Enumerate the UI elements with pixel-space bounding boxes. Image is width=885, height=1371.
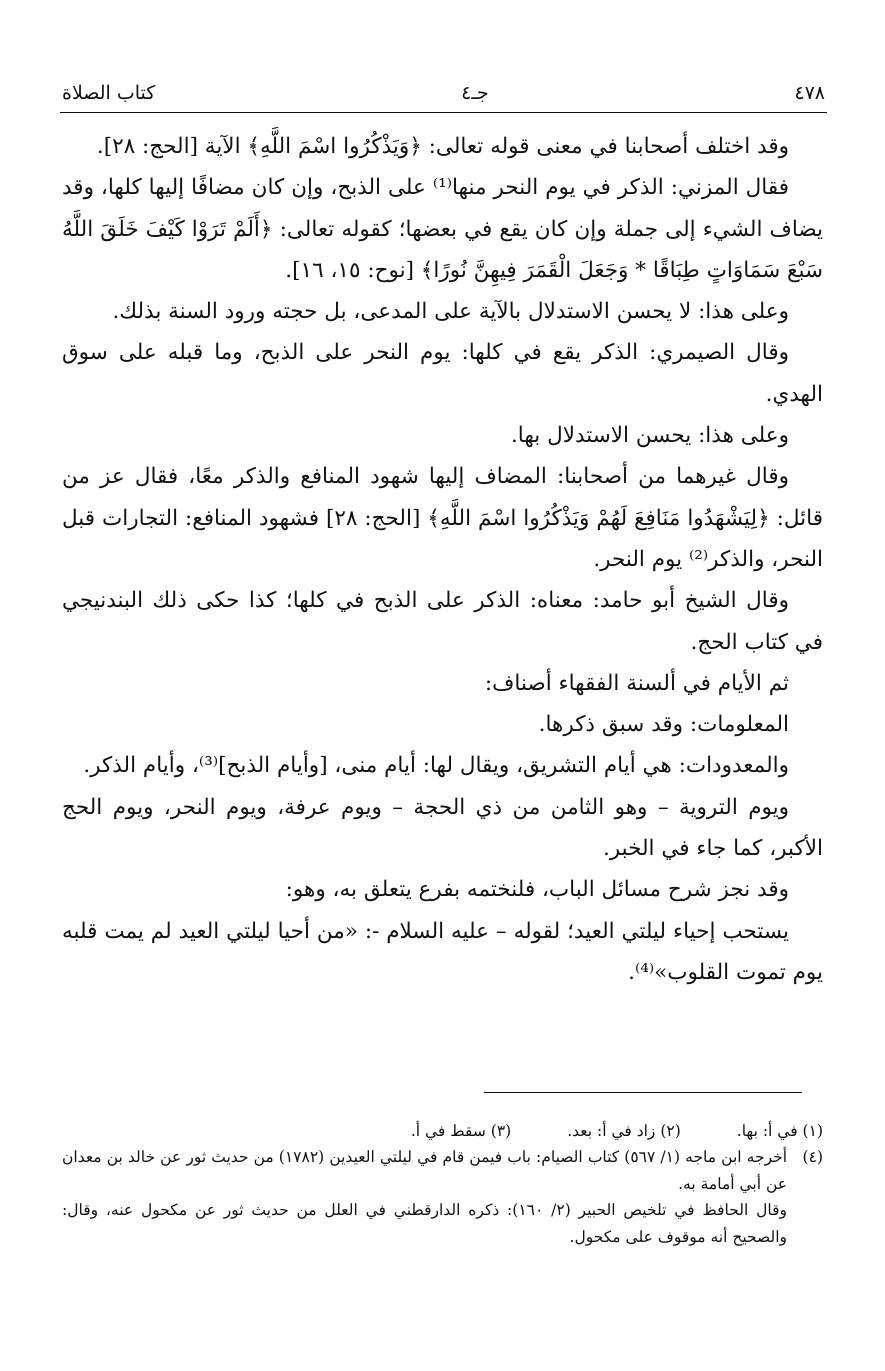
paragraph: وعلى هذا: لا يحسن الاستدلال بالآية على المدعى، بل حجته ورود السنة بذلك. — [112, 299, 789, 325]
paragraph: فقال المزني: الذكر في يوم النحر منها⁽¹⁾ على الذبح، وإن كان مضافًا إليها كلها، وقد يضاف الشيء إلى جملة وإن كان يقع في بعضها؛ كقوله تعالى: ﴿أَلَمْ تَرَوْا كَيْفَ خَلَقَ اللَّهُ سَبْعَ سَمَاوَاتٍ طِبَاقًا * وَجَعَلَ الْقَمَرَ فِيهِنَّ نُورًا﴾ [نوح: ١٥، ١٦]. — [62, 175, 823, 283]
paragraph: والمعدودات: هي أيام التشريق، ويقال لها: أيام منى، [وأيام الذبح]⁽³⁾، وأيام الذكر. — [83, 753, 789, 779]
footnote-number: (١) — [802, 1122, 823, 1140]
footnote-4 — [62, 1144, 823, 1197]
paragraph: ثم الأيام في ألسنة الفقهاء أصناف: — [484, 670, 789, 696]
page-number: ٤٧٨ — [794, 82, 825, 104]
footnote-text: في أ: بها. — [736, 1122, 798, 1140]
footnote-4-continuation: وقال الحافظ في تلخيص الحبير (٢/ ١٦٠): ذكره الدارقطني في العلل من حديث ثور عن مكحول عنه، وقال: والصحيح أنه موقوف على مكحول. — [62, 1201, 787, 1246]
paragraph: وقال غيرهما من أصحابنا: المضاف إليها شهود المنافع والذكر معًا، فقال عز من قائل: ﴿لِيَشْهَدُوا مَنَافِعَ لَهُمْ وَيَذْكُرُوا اسْمَ اللَّهِ﴾ [الحج: ٢٨] فشهود المنافع: التجارات قبل النحر، والذكر⁽²⁾ يوم النحر. — [62, 464, 823, 572]
main-text — [62, 126, 823, 993]
footnote-text: سقط في أ. — [410, 1122, 486, 1140]
paragraph: ويوم التروية – وهو الثامن من ذي الحجة – ويوم عرفة، ويوم النحر، ويوم الحج الأكبر، كما جاء في الخبر. — [62, 794, 823, 862]
footnote-number: (٢) — [660, 1122, 681, 1140]
paragraph: وقال الشيخ أبو حامد: معناه: الذكر على الذبح في كلها؛ كذا حكى ذلك البندنيجي في كتاب الحج. — [62, 588, 823, 655]
chapter-title: كتاب الصلاة — [62, 82, 156, 104]
footnote-row-short — [62, 1118, 823, 1144]
paragraph: وقد نجز شرح مسائل الباب، فلنختمه بفرع يتعلق به، وهو: — [285, 877, 789, 903]
header-rule — [60, 112, 827, 113]
volume-label: جـ٤ — [461, 82, 489, 104]
paragraph: المعلومات: وقد سبق ذكرها. — [538, 712, 789, 738]
running-header — [62, 70, 825, 104]
footnote-text: زاد في أ: بعد. — [567, 1122, 656, 1140]
footnote-rule — [484, 1092, 802, 1093]
footnote-1 — [737, 1118, 823, 1144]
footnote-number: (٤) — [802, 1148, 823, 1167]
paragraph: وعلى هذا: يحسن الاستدلال بها. — [510, 423, 789, 449]
footnote-2 — [567, 1118, 681, 1144]
paragraph: وقال الصيمري: الذكر يقع في كلها: يوم النحر على الذبح، وما قبله على سوق الهدي. — [62, 340, 823, 407]
footnote-number: (٣) — [490, 1122, 512, 1140]
footnote-3 — [411, 1118, 511, 1144]
footnotes — [62, 1118, 823, 1250]
paragraph: يستحب إحياء ليلتي العيد؛ لقوله – عليه السلام -: «من أحيا ليلتي العيد لم يمت قلبه يوم تموت القلوب»⁽⁴⁾. — [62, 918, 823, 985]
paragraph: وقد اختلف أصحابنا في معنى قوله تعالى: ﴿وَيَذْكُرُوا اسْمَ اللَّهِ﴾ الآية [الحج: ٢٨]. — [96, 134, 789, 159]
footnote-text: أخرجه ابن ماجه (١/ ٥٦٧) كتاب الصيام: باب فيمن قام في ليلتي العيدين (١٧٨٢) من حديث ثور عن خالد بن معدان عن أبي أمامة به. — [62, 1148, 788, 1193]
